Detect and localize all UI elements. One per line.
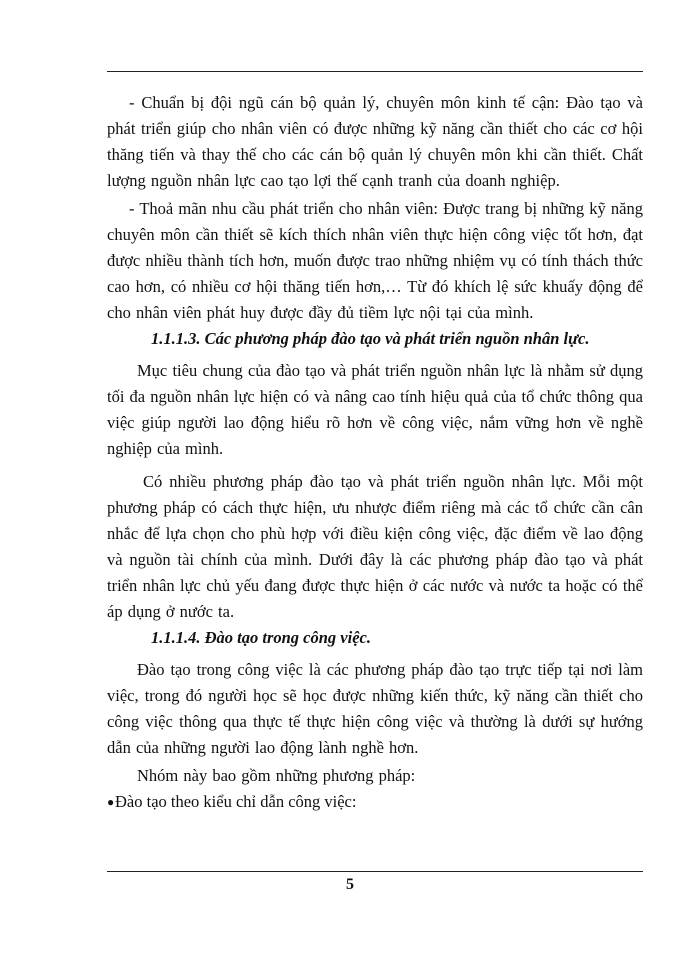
page-body — [107, 90, 643, 816]
paragraph-staff-preparation: - Chuẩn bị đội ngũ cán bộ quản lý, chuyên môn kinh tế cận: Đào tạo và phát triển giúp cho nhân viên có được những kỹ năng cần thiết cho các cơ hội thăng tiến và thay thế cho các cán bộ quản lý chuyên môn khi cần thiết. Chất lượng nguồn nhân lực cao tạo lợi thế cạnh tranh của doanh nghiệp. — [107, 93, 643, 190]
page-number: 5 — [346, 876, 354, 893]
bullet-icon: ● — [107, 795, 115, 809]
bullet-item — [107, 789, 643, 816]
footer-rule — [107, 871, 643, 872]
paragraph-general-objective: Mục tiêu chung của đào tạo và phát triển nguồn nhân lực là nhằm sử dụng tối đa nguồn nhân lực hiện có và nâng cao tính hiệu quả của tổ chức thông qua việc giúp người lao động hiểu rõ hơn về công việc, nắm vững hơn về nghề nghiệp của mình. — [107, 361, 643, 458]
paragraph-method-overview: Có nhiều phương pháp đào tạo và phát triển nguồn nhân lực. Mỗi một phương pháp có cách thực hiện, ưu nhược điểm riêng mà các tổ chức cần cân nhắc để lựa chọn cho phù hợp với điều kiện công việc, đặc điểm về lao động và nguồn tài chính của mình. Dưới đây là các phương pháp đào tạo và phát triển nhân lực chủ yếu đang được thực hiện ở các nước và nước ta hoặc có thể áp dụng ở nước ta. — [107, 472, 643, 621]
paragraph-employee-development-needs: - Thoả mãn nhu cầu phát triển cho nhân viên: Được trang bị những kỹ năng chuyên môn cần thiết sẽ kích thích nhân viên thực hiện công việc tốt hơn, đạt được nhiều thành tích hơn, muốn được trao những nhiệm vụ có tính thách thức cao hơn, có nhiều cơ hội thăng tiến hơn,… Từ đó khích lệ sức khuấy động để cho nhân viên phát huy được đầy đủ tiềm lực nội tại của mình. — [107, 199, 643, 322]
section-heading-methods: 1.1.1.3. Các phương pháp đào tạo và phát triển nguồn nhân lực. — [151, 329, 590, 348]
section-heading-on-the-job-training: 1.1.1.4. Đào tạo trong công việc. — [151, 628, 371, 647]
paragraph-method-group-intro: Nhóm này bao gồm những phương pháp: — [137, 766, 416, 785]
bullet-item-text: Đào tạo theo kiểu chỉ dẫn công việc: — [115, 792, 357, 811]
paragraph-on-the-job-definition: Đào tạo trong công việc là các phương pháp đào tạo trực tiếp tại nơi làm việc, trong đó người học sẽ học được những kiến thức, kỹ năng cần thiết cho công việc thông qua thực tế thực hiện công việc và thường là dưới sự hướng dẫn của những người lao động lành nghề hơn. — [107, 660, 643, 757]
header-rule — [107, 71, 643, 72]
